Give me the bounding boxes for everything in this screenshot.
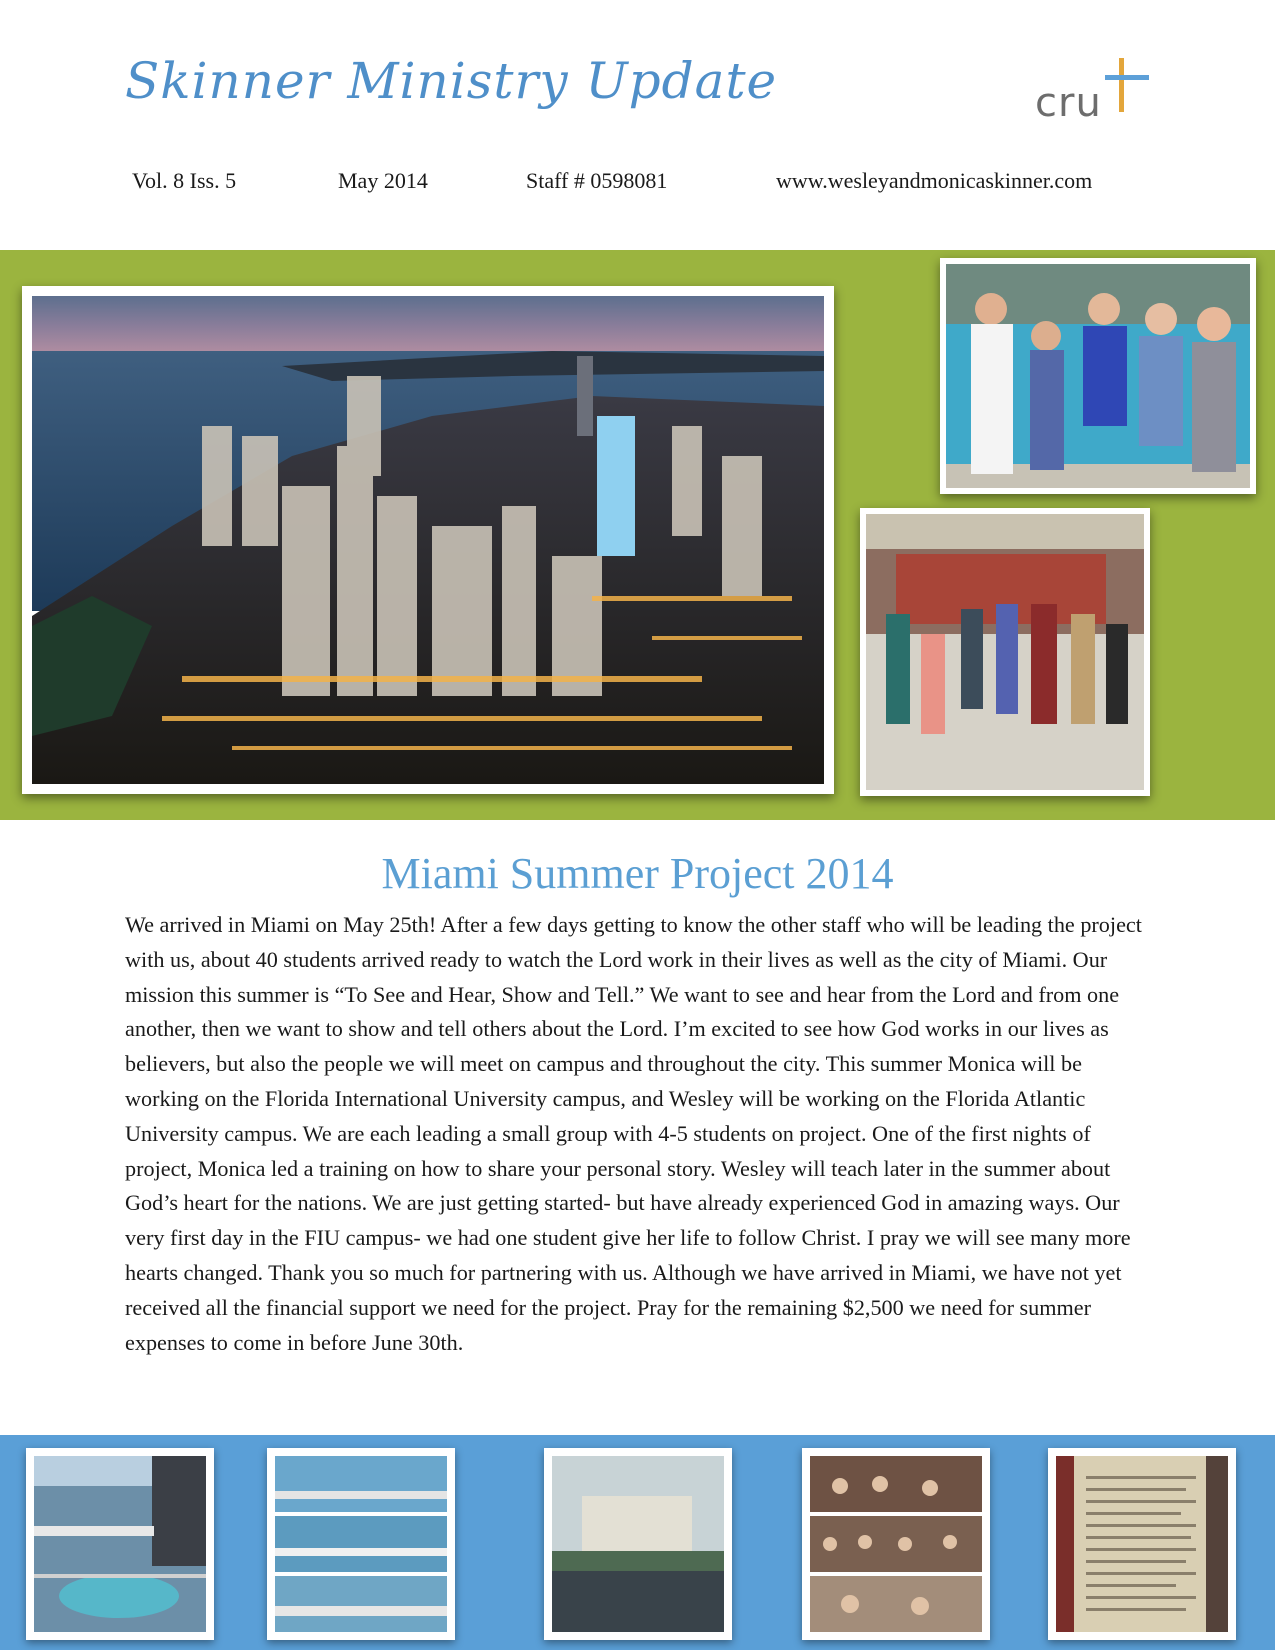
- students-pool-photo: [940, 258, 1256, 494]
- website-link[interactable]: www.wesleyandmonicaskinner.com: [776, 168, 1093, 193]
- thumbnail-photo-bay-strip: [267, 1448, 455, 1640]
- newsletter-title: Skinner Ministry Update: [125, 52, 778, 110]
- article-body: We arrived in Miami on May 25th! After a few days getting to know the other staff who will be leading the project with us, about 40 students arrived ready to watch the Lord work in their lives as well as the city of Miami. Our mission this summer is “To See and Hear, Show and Tell.” We want to see and hear from the Lord and from one another, then we want to show and tell others about the Lord. I’m excited to see how God works in our lives as believers, but also the people we will meet on campus and throughout the city. This summer Monica will be working on the Florida International University campus, and Wesley will be working on the Florida Atlantic University campus. We are each leading a small group with 4-5 students on project. One of the first nights of project, Monica led a training on how to share your personal story. Wesley will teach later in the summer about God’s heart for the nations. We are just getting started- but have already experienced God in amazing ways. Our very first day in the FIU campus- we had one student give her life to follow Christ. I pray we will see many more hearts changed. Thank you so much for partnering with us. Although we have arrived in Miami, we have not yet received all the financial support we need for the project. Pray for the remaining $2,500 we need for summer expenses to come in before June 30th.: [125, 912, 1142, 1355]
- issue-date: May 2014: [338, 168, 428, 193]
- miami-skyline-photo: [22, 286, 834, 794]
- article-headline: Miami Summer Project 2014: [381, 849, 894, 898]
- thumbnail-photo-meeting: [802, 1448, 990, 1640]
- cross-icon-bar: [1105, 75, 1149, 80]
- thumbnail-photo-bible: [1048, 1448, 1236, 1640]
- staff-number: Staff # 0598081: [526, 168, 668, 193]
- cross-icon: [1119, 58, 1124, 112]
- issue-volume: Vol. 8 Iss. 5: [132, 168, 237, 193]
- thumbnail-photo-marina: [26, 1448, 214, 1640]
- thumbnail-photo-campus-building: [544, 1448, 732, 1640]
- students-campus-photo: [860, 508, 1150, 796]
- cru-logo: [1035, 58, 1155, 138]
- logo-text: cru: [1035, 80, 1102, 126]
